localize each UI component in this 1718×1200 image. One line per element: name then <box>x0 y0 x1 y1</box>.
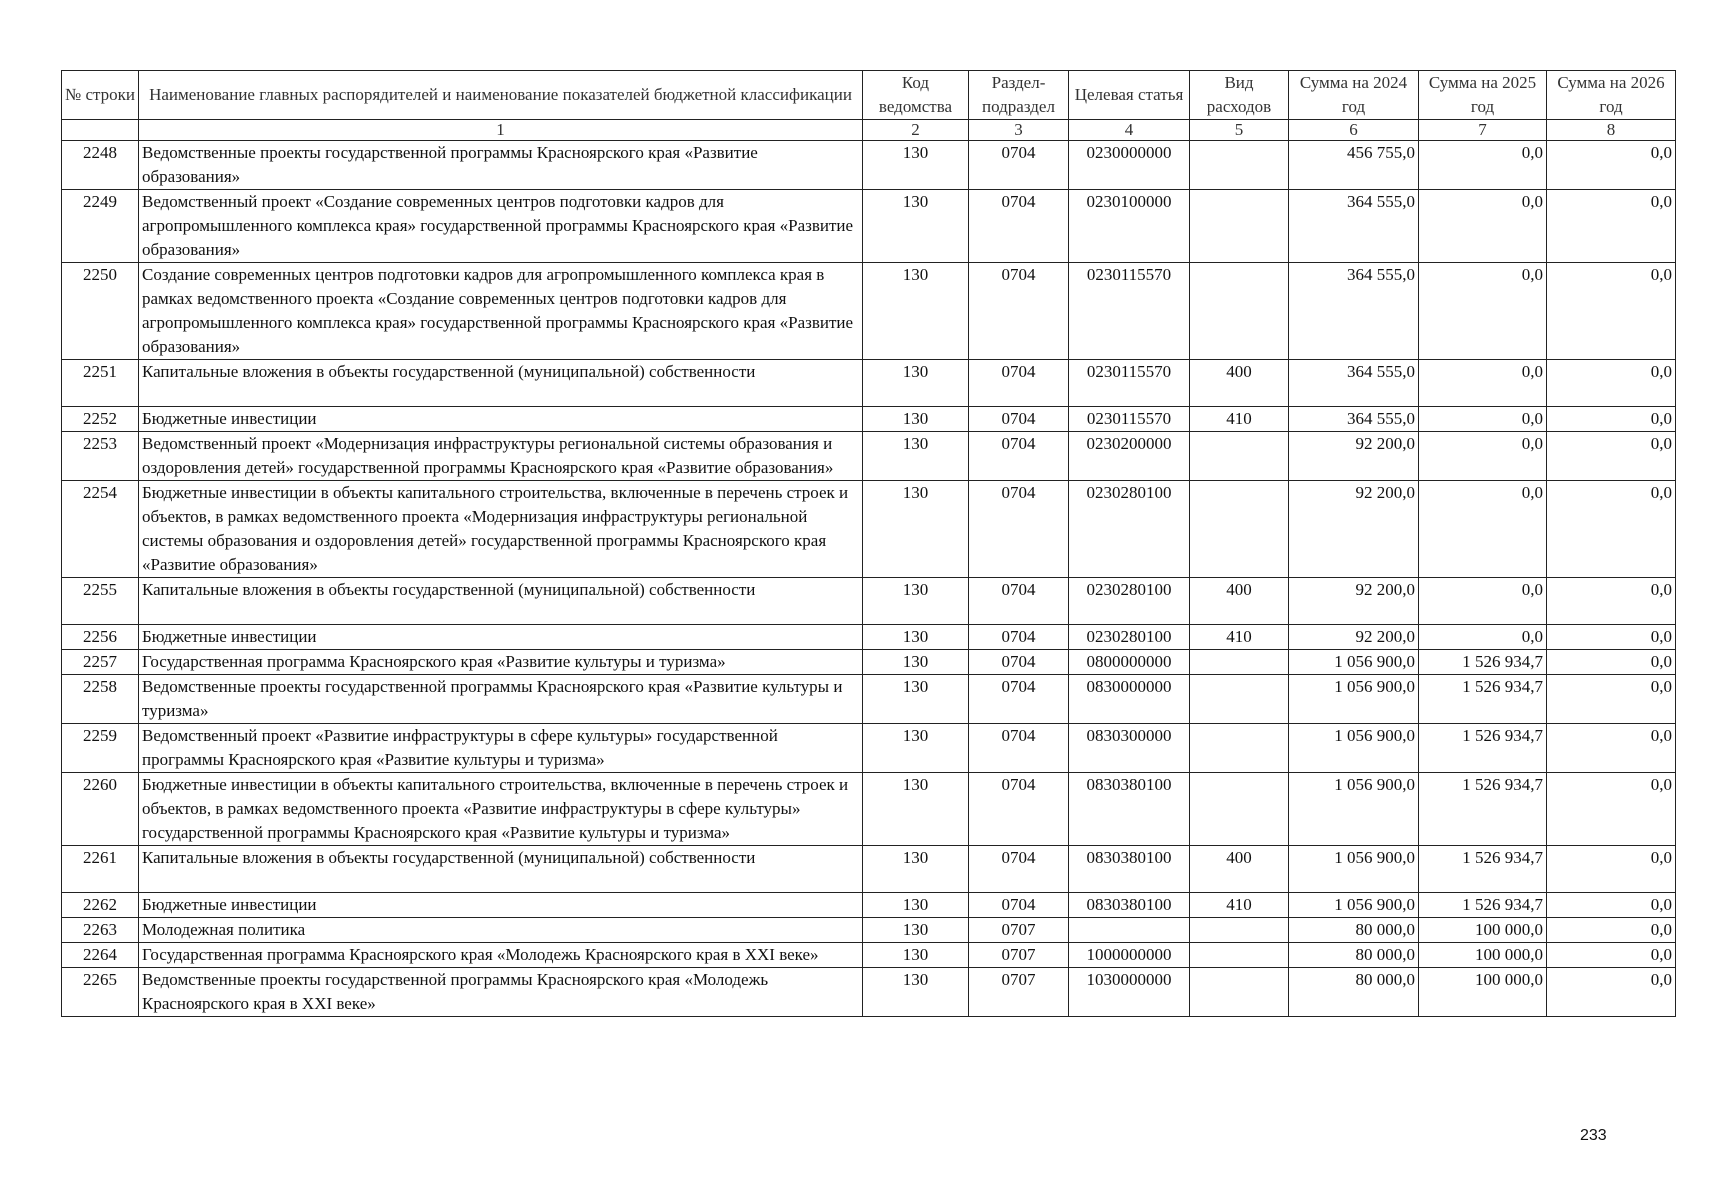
expense-type-cell <box>1190 943 1289 968</box>
sum-2025-cell: 100 000,0 <box>1419 968 1547 1017</box>
row-name-cell: Капитальные вложения в объекты государственной (муниципальной) собственности <box>139 578 863 625</box>
department-code-cell: 130 <box>863 724 969 773</box>
table-row <box>62 773 1676 846</box>
sum-2025-cell: 0,0 <box>1419 360 1547 407</box>
sum-2025-cell: 1 526 934,7 <box>1419 675 1547 724</box>
target-article-cell: 1000000000 <box>1069 943 1190 968</box>
sum-2024-cell: 92 200,0 <box>1289 432 1419 481</box>
row-name-cell: Ведомственные проекты государственной программы Красноярского края «Развитие культуры и туризма» <box>139 675 863 724</box>
department-code-cell: 130 <box>863 968 969 1017</box>
header-row-number: № строки <box>62 71 139 120</box>
budget-table <box>61 70 1676 1017</box>
target-article-cell: 1030000000 <box>1069 968 1190 1017</box>
expense-type-cell: 410 <box>1190 407 1289 432</box>
section-cell: 0704 <box>969 846 1069 893</box>
department-code-cell: 130 <box>863 141 969 190</box>
target-article-cell: 0230280100 <box>1069 578 1190 625</box>
target-article-cell: 0230115570 <box>1069 360 1190 407</box>
sum-2024-cell: 80 000,0 <box>1289 918 1419 943</box>
sum-2026-cell: 0,0 <box>1547 481 1676 578</box>
section-cell: 0704 <box>969 625 1069 650</box>
table-row <box>62 432 1676 481</box>
row-number-cell: 2265 <box>62 968 139 1017</box>
section-cell: 0704 <box>969 724 1069 773</box>
row-number-cell: 2263 <box>62 918 139 943</box>
column-number: 4 <box>1069 120 1190 141</box>
table-row <box>62 943 1676 968</box>
sum-2026-cell: 0,0 <box>1547 625 1676 650</box>
header-section: Раздел-подраздел <box>969 71 1069 120</box>
sum-2024-cell: 1 056 900,0 <box>1289 893 1419 918</box>
column-number: 2 <box>863 120 969 141</box>
table-row <box>62 407 1676 432</box>
sum-2026-cell: 0,0 <box>1547 263 1676 360</box>
section-cell: 0704 <box>969 141 1069 190</box>
expense-type-cell <box>1190 141 1289 190</box>
table-row <box>62 360 1676 407</box>
row-number-cell: 2262 <box>62 893 139 918</box>
department-code-cell: 130 <box>863 407 969 432</box>
sum-2024-cell: 80 000,0 <box>1289 943 1419 968</box>
column-number: 1 <box>139 120 863 141</box>
sum-2026-cell: 0,0 <box>1547 724 1676 773</box>
table-row <box>62 675 1676 724</box>
expense-type-cell <box>1190 190 1289 263</box>
sum-2025-cell: 0,0 <box>1419 481 1547 578</box>
target-article-cell: 0230280100 <box>1069 625 1190 650</box>
sum-2025-cell: 1 526 934,7 <box>1419 846 1547 893</box>
sum-2025-cell: 100 000,0 <box>1419 918 1547 943</box>
header-target-article: Целевая статья <box>1069 71 1190 120</box>
header-sum-2025: Сумма на 2025 год <box>1419 71 1547 120</box>
sum-2024-cell: 1 056 900,0 <box>1289 773 1419 846</box>
header-row <box>62 71 1676 120</box>
section-cell: 0704 <box>969 360 1069 407</box>
sum-2025-cell: 0,0 <box>1419 432 1547 481</box>
row-number-cell: 2248 <box>62 141 139 190</box>
sum-2025-cell: 0,0 <box>1419 407 1547 432</box>
sum-2024-cell: 1 056 900,0 <box>1289 675 1419 724</box>
sum-2024-cell: 364 555,0 <box>1289 407 1419 432</box>
header-department-code: Код ведомства <box>863 71 969 120</box>
row-number-cell: 2258 <box>62 675 139 724</box>
row-name-cell: Молодежная политика <box>139 918 863 943</box>
expense-type-cell <box>1190 432 1289 481</box>
section-cell: 0704 <box>969 773 1069 846</box>
table-body <box>62 141 1676 1017</box>
row-name-cell: Ведомственный проект «Развитие инфраструктуры в сфере культуры» государственной программы Красноярского края «Развитие культуры и туризма» <box>139 724 863 773</box>
expense-type-cell <box>1190 968 1289 1017</box>
section-cell: 0704 <box>969 893 1069 918</box>
expense-type-cell: 410 <box>1190 625 1289 650</box>
section-cell: 0704 <box>969 650 1069 675</box>
row-number-cell: 2252 <box>62 407 139 432</box>
target-article-cell: 0230280100 <box>1069 481 1190 578</box>
header-name: Наименование главных распорядителей и наименование показателей бюджетной классификации <box>139 71 863 120</box>
section-cell: 0704 <box>969 432 1069 481</box>
table-row <box>62 893 1676 918</box>
department-code-cell: 130 <box>863 846 969 893</box>
row-number-cell: 2249 <box>62 190 139 263</box>
department-code-cell: 130 <box>863 943 969 968</box>
section-cell: 0704 <box>969 263 1069 360</box>
sum-2025-cell: 100 000,0 <box>1419 943 1547 968</box>
sum-2026-cell: 0,0 <box>1547 432 1676 481</box>
table-row <box>62 846 1676 893</box>
sum-2025-cell: 0,0 <box>1419 141 1547 190</box>
expense-type-cell <box>1190 263 1289 360</box>
table-row <box>62 190 1676 263</box>
table-row <box>62 625 1676 650</box>
row-name-cell: Ведомственный проект «Модернизация инфраструктуры региональной системы образования и оздоровления детей» государственной программы Красноярского края «Развитие образования» <box>139 432 863 481</box>
row-name-cell: Бюджетные инвестиции в объекты капитального строительства, включенные в перечень строек и объектов, в рамках ведомственного проекта «Модернизация инфраструктуры региональной системы образования и оздоровления детей» государственной программы Красноярского края «Развитие образования» <box>139 481 863 578</box>
row-number-cell: 2253 <box>62 432 139 481</box>
row-number-cell: 2256 <box>62 625 139 650</box>
row-number-cell: 2255 <box>62 578 139 625</box>
sum-2026-cell: 0,0 <box>1547 893 1676 918</box>
sum-2024-cell: 92 200,0 <box>1289 481 1419 578</box>
sum-2025-cell: 1 526 934,7 <box>1419 724 1547 773</box>
column-number: 3 <box>969 120 1069 141</box>
table-row <box>62 141 1676 190</box>
expense-type-cell <box>1190 918 1289 943</box>
column-number: 7 <box>1419 120 1547 141</box>
row-name-cell: Ведомственные проекты государственной программы Красноярского края «Развитие образования» <box>139 141 863 190</box>
table-row <box>62 481 1676 578</box>
row-number-cell: 2261 <box>62 846 139 893</box>
section-cell: 0704 <box>969 481 1069 578</box>
table-row <box>62 968 1676 1017</box>
section-cell: 0704 <box>969 190 1069 263</box>
row-name-cell: Бюджетные инвестиции <box>139 407 863 432</box>
department-code-cell: 130 <box>863 893 969 918</box>
table-row <box>62 263 1676 360</box>
header-expense-type: Вид расходов <box>1190 71 1289 120</box>
sum-2024-cell: 1 056 900,0 <box>1289 846 1419 893</box>
sum-2026-cell: 0,0 <box>1547 846 1676 893</box>
target-article-cell: 0830300000 <box>1069 724 1190 773</box>
section-cell: 0704 <box>969 407 1069 432</box>
row-number-cell: 2264 <box>62 943 139 968</box>
row-name-cell: Капитальные вложения в объекты государственной (муниципальной) собственности <box>139 846 863 893</box>
sum-2024-cell: 364 555,0 <box>1289 190 1419 263</box>
section-cell: 0704 <box>969 578 1069 625</box>
sum-2024-cell: 364 555,0 <box>1289 263 1419 360</box>
expense-type-cell <box>1190 675 1289 724</box>
expense-type-cell <box>1190 481 1289 578</box>
page-number: 233 <box>1580 1127 1607 1144</box>
department-code-cell: 130 <box>863 625 969 650</box>
sum-2025-cell: 1 526 934,7 <box>1419 650 1547 675</box>
department-code-cell: 130 <box>863 432 969 481</box>
department-code-cell: 130 <box>863 675 969 724</box>
column-number-blank <box>62 120 139 141</box>
department-code-cell: 130 <box>863 263 969 360</box>
department-code-cell: 130 <box>863 918 969 943</box>
row-number-cell: 2257 <box>62 650 139 675</box>
sum-2025-cell: 1 526 934,7 <box>1419 773 1547 846</box>
expense-type-cell <box>1190 650 1289 675</box>
column-number-row <box>62 120 1676 141</box>
target-article-cell: 0230115570 <box>1069 407 1190 432</box>
expense-type-cell: 400 <box>1190 846 1289 893</box>
sum-2026-cell: 0,0 <box>1547 773 1676 846</box>
sum-2025-cell: 1 526 934,7 <box>1419 893 1547 918</box>
target-article-cell: 0230115570 <box>1069 263 1190 360</box>
table-row <box>62 650 1676 675</box>
sum-2026-cell: 0,0 <box>1547 943 1676 968</box>
expense-type-cell <box>1190 724 1289 773</box>
section-cell: 0707 <box>969 943 1069 968</box>
target-article-cell: 0830380100 <box>1069 773 1190 846</box>
sum-2025-cell: 0,0 <box>1419 578 1547 625</box>
row-number-cell: 2251 <box>62 360 139 407</box>
row-number-cell: 2254 <box>62 481 139 578</box>
row-name-cell: Ведомственные проекты государственной программы Красноярского края «Молодежь Красноярского края в XXI веке» <box>139 968 863 1017</box>
department-code-cell: 130 <box>863 190 969 263</box>
row-name-cell: Бюджетные инвестиции <box>139 625 863 650</box>
department-code-cell: 130 <box>863 360 969 407</box>
section-cell: 0707 <box>969 918 1069 943</box>
table-row <box>62 918 1676 943</box>
sum-2026-cell: 0,0 <box>1547 650 1676 675</box>
department-code-cell: 130 <box>863 481 969 578</box>
section-cell: 0707 <box>969 968 1069 1017</box>
sum-2025-cell: 0,0 <box>1419 190 1547 263</box>
sum-2024-cell: 92 200,0 <box>1289 578 1419 625</box>
sum-2026-cell: 0,0 <box>1547 918 1676 943</box>
column-number: 6 <box>1289 120 1419 141</box>
table-row <box>62 578 1676 625</box>
row-name-cell: Бюджетные инвестиции <box>139 893 863 918</box>
target-article-cell <box>1069 918 1190 943</box>
target-article-cell: 0830000000 <box>1069 675 1190 724</box>
header-sum-2026: Сумма на 2026 год <box>1547 71 1676 120</box>
row-number-cell: 2250 <box>62 263 139 360</box>
target-article-cell: 0830380100 <box>1069 846 1190 893</box>
sum-2025-cell: 0,0 <box>1419 625 1547 650</box>
sum-2026-cell: 0,0 <box>1547 968 1676 1017</box>
sum-2024-cell: 92 200,0 <box>1289 625 1419 650</box>
row-name-cell: Государственная программа Красноярского края «Развитие культуры и туризма» <box>139 650 863 675</box>
table-row <box>62 724 1676 773</box>
row-name-cell: Бюджетные инвестиции в объекты капитального строительства, включенные в перечень строек и объектов, в рамках ведомственного проекта «Развитие инфраструктуры в сфере культуры» государственной программы Красноярского края «Развитие культуры и туризма» <box>139 773 863 846</box>
sum-2026-cell: 0,0 <box>1547 675 1676 724</box>
row-number-cell: 2259 <box>62 724 139 773</box>
sum-2024-cell: 80 000,0 <box>1289 968 1419 1017</box>
sum-2026-cell: 0,0 <box>1547 407 1676 432</box>
row-name-cell: Создание современных центров подготовки кадров для агропромышленного комплекса края в рамках ведомственного проекта «Создание современных центров подготовки кадров для агропромышленного комплекса края» государственной программы Красноярского края «Развитие образования» <box>139 263 863 360</box>
target-article-cell: 0830380100 <box>1069 893 1190 918</box>
department-code-cell: 130 <box>863 650 969 675</box>
column-number: 5 <box>1190 120 1289 141</box>
sum-2024-cell: 1 056 900,0 <box>1289 650 1419 675</box>
sum-2024-cell: 456 755,0 <box>1289 141 1419 190</box>
department-code-cell: 130 <box>863 578 969 625</box>
target-article-cell: 0800000000 <box>1069 650 1190 675</box>
expense-type-cell <box>1190 773 1289 846</box>
row-name-cell: Государственная программа Красноярского края «Молодежь Красноярского края в XXI веке» <box>139 943 863 968</box>
row-number-cell: 2260 <box>62 773 139 846</box>
target-article-cell: 0230100000 <box>1069 190 1190 263</box>
section-cell: 0704 <box>969 675 1069 724</box>
expense-type-cell: 400 <box>1190 360 1289 407</box>
sum-2025-cell: 0,0 <box>1419 263 1547 360</box>
sum-2024-cell: 1 056 900,0 <box>1289 724 1419 773</box>
expense-type-cell: 400 <box>1190 578 1289 625</box>
sum-2026-cell: 0,0 <box>1547 578 1676 625</box>
sum-2026-cell: 0,0 <box>1547 360 1676 407</box>
sum-2024-cell: 364 555,0 <box>1289 360 1419 407</box>
sum-2026-cell: 0,0 <box>1547 141 1676 190</box>
row-name-cell: Капитальные вложения в объекты государственной (муниципальной) собственности <box>139 360 863 407</box>
sum-2026-cell: 0,0 <box>1547 190 1676 263</box>
target-article-cell: 0230200000 <box>1069 432 1190 481</box>
header-sum-2024: Сумма на 2024 год <box>1289 71 1419 120</box>
target-article-cell: 0230000000 <box>1069 141 1190 190</box>
row-name-cell: Ведомственный проект «Создание современных центров подготовки кадров для агропромышленного комплекса края» государственной программы Красноярского края «Развитие образования» <box>139 190 863 263</box>
column-number: 8 <box>1547 120 1676 141</box>
expense-type-cell: 410 <box>1190 893 1289 918</box>
department-code-cell: 130 <box>863 773 969 846</box>
